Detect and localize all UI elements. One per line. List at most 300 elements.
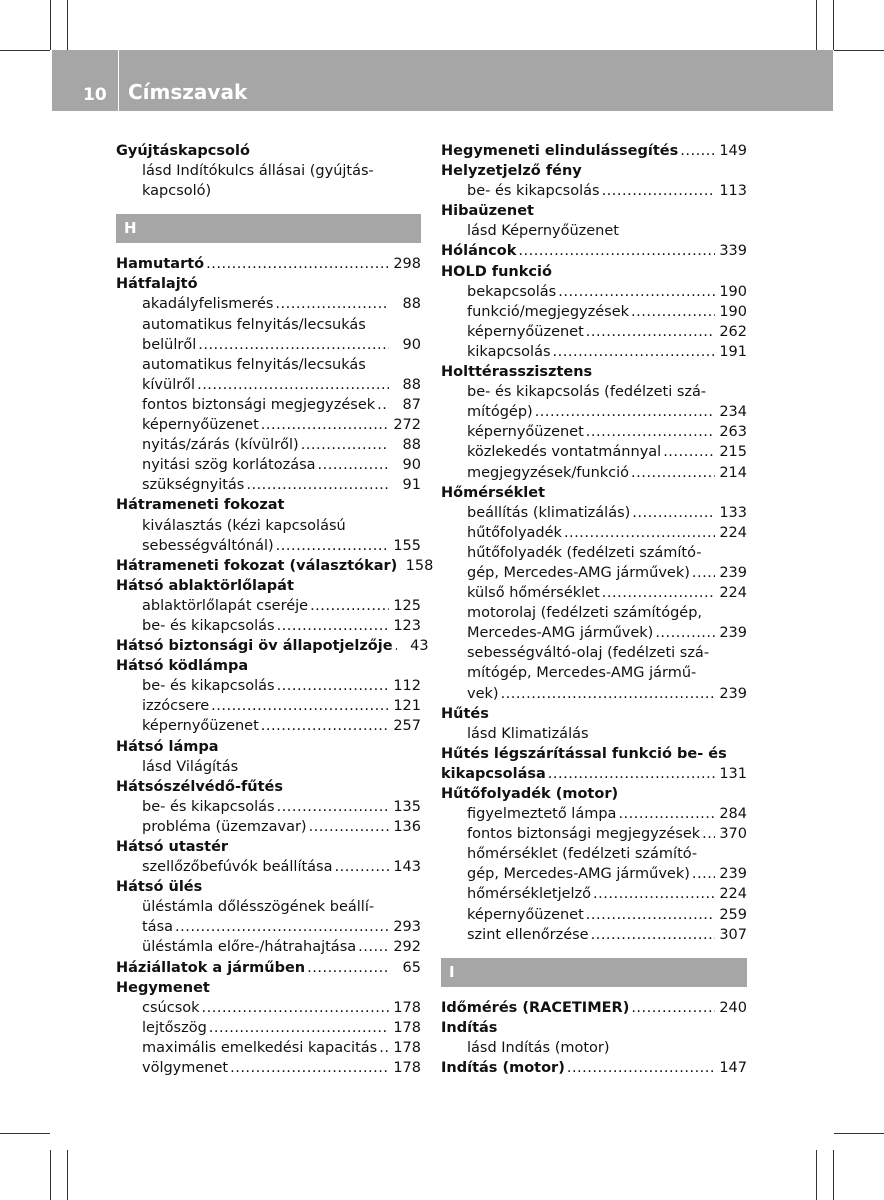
dot-leader [259, 716, 389, 736]
entry-text: lásd Képernyőüzenet [467, 223, 619, 240]
entry-page-number: 234 [719, 404, 747, 421]
entry-text: Hátsó lámpa [116, 738, 219, 755]
entry-text: Hátfalajtó [116, 276, 198, 293]
crop-mark [816, 0, 817, 50]
index-subentry [116, 335, 421, 355]
index-entry [441, 141, 747, 161]
entry-text: képernyőüzenet [467, 424, 584, 441]
dot-leader [305, 958, 389, 978]
entry-text: tása [142, 919, 174, 936]
index-subentry [441, 382, 747, 402]
dot-leader [616, 804, 715, 824]
crop-mark [833, 0, 834, 50]
dot-leader [690, 864, 715, 884]
entry-page-number: 190 [719, 303, 747, 320]
entry-page-number: 284 [719, 806, 747, 823]
dot-leader [316, 455, 389, 475]
index-subentry [116, 998, 421, 1018]
entry-text: gép, Mercedes-AMG járművek) [467, 866, 690, 883]
dot-leader [653, 623, 715, 643]
index-entry [441, 262, 747, 282]
entry-text: mítógép, Mercedes-AMG jármű- [467, 665, 697, 682]
index-entry [116, 636, 429, 656]
entry-text: üléstámla dőlésszögének beállí- [142, 899, 375, 916]
index-subentry [441, 221, 747, 241]
index-entry [116, 837, 421, 857]
entry-page-number: 298 [393, 256, 421, 273]
index-subentry [116, 676, 421, 696]
index-entry [116, 274, 421, 294]
entry-text: Háziállatok a járműben [116, 959, 306, 976]
index-subentry [441, 181, 747, 201]
header-divider [118, 50, 119, 111]
entry-text: Hűtés légszárítással funkció be- és [441, 745, 727, 762]
entry-text: Hűtés [441, 705, 489, 722]
entry-text: Indítás [441, 1019, 498, 1036]
entry-text: be- és kikapcsolás [142, 798, 275, 815]
entry-page-number: 90 [402, 336, 421, 353]
index-entry [441, 998, 747, 1018]
crop-mark [0, 1133, 50, 1134]
index-entry [116, 576, 421, 596]
entry-text: gép, Mercedes-AMG járművek) [467, 564, 690, 581]
crop-mark [50, 1150, 51, 1200]
entry-page-number: 239 [719, 625, 747, 642]
index-subentry [116, 355, 421, 375]
entry-page-number: 224 [719, 585, 747, 602]
index-subentry [116, 616, 421, 636]
entry-page-number: 90 [402, 457, 421, 474]
entry-text: maximális emelkedési kapacitás [142, 1039, 378, 1056]
index-subentry [116, 1018, 421, 1038]
index-subentry [116, 1058, 421, 1078]
index-entry [441, 362, 747, 382]
entry-text: beállítás (klimatizálás) [467, 504, 631, 521]
entry-page-number: 178 [393, 999, 421, 1016]
index-subentry [441, 804, 747, 824]
index-entry [441, 241, 747, 261]
entry-text: Hátrameneti fokozat [116, 497, 285, 514]
dot-leader [629, 998, 715, 1018]
entry-text: Hátsó biztonsági öv állapotjelzője [116, 638, 393, 655]
entry-page-number: 259 [719, 906, 747, 923]
entry-page-number: 88 [402, 437, 421, 454]
entry-text: Hátsó utastér [116, 839, 229, 855]
entry-text: megjegyzések/funkció [467, 464, 630, 481]
index-entry [116, 777, 421, 797]
entry-text: hűtőfolyadék (fedélzeti számító- [467, 544, 702, 561]
dot-leader [629, 302, 715, 322]
entry-text: Hátsószélvédő-fűtés [116, 778, 283, 795]
dot-leader [275, 797, 389, 817]
entry-text: lásd Indítókulcs állásai (gyújtás- [142, 163, 374, 180]
dot-leader [228, 1058, 389, 1078]
dot-leader [584, 422, 715, 442]
dot-leader [307, 817, 389, 837]
index-subentry [116, 857, 421, 877]
dot-leader [516, 241, 715, 261]
page-header [52, 50, 833, 111]
entry-page-number: 178 [393, 1039, 421, 1056]
index-subentry [441, 322, 747, 342]
entry-page-number: 158 [405, 557, 434, 574]
dot-leader [551, 342, 715, 362]
entry-text: külső hőmérséklet [467, 585, 600, 602]
entry-text: csúcsok [142, 999, 200, 1016]
dot-leader [274, 536, 389, 556]
entry-text: fontos biztonsági megjegyzések [467, 826, 701, 843]
index-subentry [441, 603, 747, 623]
index-subentry [116, 475, 421, 495]
crop-mark [833, 1150, 834, 1200]
entry-page-number: 147 [719, 1060, 747, 1077]
entry-text: Hátsó ülés [116, 879, 203, 896]
entry-text: sebességváltónál) [142, 537, 274, 554]
dot-leader [600, 583, 715, 603]
page-title: Címszavak [128, 80, 248, 104]
dot-leader [499, 684, 715, 704]
entry-text: nyitási szög korlátozása [142, 457, 316, 474]
index-subentry [441, 583, 747, 603]
dot-leader [377, 1038, 389, 1058]
entry-page-number: 88 [402, 296, 421, 313]
index-subentry [116, 917, 421, 937]
index-subentry [441, 442, 747, 462]
entry-text: Hegymenet [116, 979, 210, 996]
crop-mark [816, 1150, 817, 1200]
entry-text: lásd Klimatizálás [467, 725, 589, 742]
index-subentry [116, 937, 421, 957]
dot-leader [562, 523, 715, 543]
entry-text: képernyőüzenet [467, 906, 584, 923]
entry-page-number: 191 [719, 343, 747, 360]
entry-page-number: 263 [719, 424, 747, 441]
entry-text: bekapcsolás [467, 283, 557, 300]
index-subentry [116, 897, 421, 917]
entry-text: fontos biztonsági megjegyzések [142, 396, 376, 413]
entry-text: közlekedés vontatmánnyal [467, 444, 662, 461]
index-subentry [441, 623, 747, 643]
entry-text: lásd Indítás (motor) [467, 1039, 610, 1056]
index-subentry [116, 435, 421, 455]
dot-leader [565, 1058, 715, 1078]
entry-page-number: 43 [410, 638, 429, 655]
index-subentry [116, 455, 421, 475]
dot-leader [209, 696, 389, 716]
entry-page-number: 190 [719, 283, 747, 300]
dot-leader [661, 442, 715, 462]
entry-text: funkció/megjegyzések [467, 303, 630, 320]
entry-text: Hátsó ablaktörlőlapát [116, 577, 294, 594]
entry-text: probléma (üzemzavar) [142, 818, 307, 835]
entry-text: automatikus felnyitás/lecsukás [142, 356, 366, 373]
index-subentry [441, 422, 747, 442]
index-subentry [441, 844, 747, 864]
index-subentry [441, 503, 747, 523]
index-subentry [441, 523, 747, 543]
entry-text: belülről [142, 336, 197, 353]
entry-text: képernyőüzenet [142, 417, 259, 434]
entry-text: hőmérséklet (fedélzeti számító- [467, 846, 698, 863]
index-entry [441, 1058, 747, 1078]
entry-text: hűtőfolyadék [467, 524, 562, 541]
index-subentry [441, 643, 747, 663]
entry-text: ablaktörlőlapát cseréje [142, 597, 309, 614]
index-entry [441, 704, 747, 724]
index-subentry [441, 402, 747, 422]
entry-text: képernyőüzenet [467, 323, 584, 340]
index-subentry [116, 294, 421, 314]
dot-leader [204, 254, 389, 274]
dot-leader [275, 616, 389, 636]
entry-page-number: 370 [719, 826, 747, 843]
entry-page-number: 239 [719, 685, 747, 702]
entry-text: Hűtőfolyadék (motor) [441, 786, 619, 802]
index-subentry [441, 884, 747, 904]
entry-text: kikapcsolása [441, 765, 546, 782]
entry-text: Holttérasszisztens [441, 364, 593, 381]
entry-text: automatikus felnyitás/lecsukás [142, 316, 366, 333]
entry-text: kívülről [142, 376, 196, 393]
dot-leader [259, 415, 389, 435]
dot-leader [584, 322, 715, 342]
index-entry [116, 141, 421, 161]
crop-mark [50, 0, 51, 50]
entry-text: kikapcsolás [467, 343, 551, 360]
dot-leader [591, 884, 715, 904]
dot-leader [700, 824, 715, 844]
index-subentry [116, 716, 421, 736]
crop-mark [67, 1150, 68, 1200]
index-subentry [116, 536, 421, 556]
entry-text: szellőzőbefúvók beállítása [142, 859, 333, 876]
crop-mark [0, 50, 50, 51]
entry-text: üléstámla előre-/hátrahajtása [142, 939, 357, 956]
section-letter-header: I [441, 958, 747, 987]
entry-text: hőmérsékletjelző [467, 886, 592, 903]
entry-text: szint ellenőrzése [467, 926, 589, 943]
index-subentry [116, 415, 421, 435]
entry-text: Időmérés (RACETIMER) [441, 999, 630, 1016]
entry-text: be- és kikapcsolás [142, 617, 275, 634]
section-letter-header: H [116, 214, 421, 243]
entry-page-number: 125 [393, 597, 421, 614]
dot-leader [207, 1018, 389, 1038]
entry-page-number: 65 [402, 959, 421, 976]
entry-page-number: 215 [719, 444, 747, 461]
entry-page-number: 133 [719, 504, 747, 521]
index-entry [441, 744, 747, 764]
entry-text: Hátsó ködlámpa [116, 658, 249, 675]
entry-page-number: 87 [402, 396, 421, 413]
entry-text: motorolaj (fedélzeti számítógép, [467, 605, 703, 622]
index-subentry [441, 684, 747, 704]
index-subentry [116, 375, 421, 395]
index-entry [441, 1018, 747, 1038]
index-subentry [441, 824, 747, 844]
dot-leader [332, 857, 389, 877]
entry-page-number: 239 [719, 866, 747, 883]
index-subentry [116, 395, 421, 415]
index-column-left [116, 141, 434, 1078]
dot-leader [629, 463, 715, 483]
entry-text: lásd Világítás [142, 758, 239, 775]
entry-page-number: 113 [719, 183, 747, 200]
dot-leader [200, 998, 389, 1018]
entry-page-number: 91 [402, 477, 421, 494]
entry-text: figyelmeztető lámpa [467, 806, 617, 823]
entry-page-number: 224 [719, 524, 747, 541]
entry-text: sebességváltó-olaj (fedélzeti szá- [467, 645, 710, 662]
entry-page-number: 136 [393, 818, 421, 835]
dot-leader [589, 925, 715, 945]
entry-text: lejtőszög [142, 1019, 207, 1036]
index-entry [116, 958, 421, 978]
index-subentry [441, 463, 747, 483]
dot-leader [690, 563, 715, 583]
index-subentry [441, 864, 747, 884]
index-subentry [116, 757, 421, 777]
entry-page-number: 293 [393, 919, 421, 936]
entry-page-number: 307 [719, 926, 747, 943]
entry-page-number: 272 [393, 417, 421, 434]
entry-page-number: 88 [402, 376, 421, 393]
entry-page-number: 240 [719, 999, 747, 1016]
index-subentry [116, 1038, 421, 1058]
entry-page-number: 143 [393, 859, 421, 876]
entry-text: HOLD funkció [441, 263, 552, 280]
index-subentry [441, 925, 747, 945]
dot-leader [630, 503, 715, 523]
index-entry [116, 877, 421, 897]
index-entry [441, 483, 747, 503]
index-column-right [441, 141, 747, 1078]
index-subentry [441, 282, 747, 302]
index-entry [116, 656, 421, 676]
entry-text: Mercedes-AMG járművek) [467, 625, 654, 642]
entry-page-number: 339 [719, 243, 747, 260]
entry-text: Hibaüzenet [441, 203, 534, 220]
entry-page-number: 214 [719, 464, 747, 481]
dot-leader [556, 282, 715, 302]
entry-page-number: 112 [393, 678, 421, 695]
dot-leader [173, 917, 389, 937]
dot-leader [308, 596, 389, 616]
entry-text: be- és kikapcsolás (fedélzeti szá- [467, 384, 707, 401]
index-subentry [441, 302, 747, 322]
dot-leader [533, 402, 715, 422]
index-subentry [441, 342, 747, 362]
entry-page-number: 149 [719, 143, 747, 159]
entry-page-number: 178 [393, 1019, 421, 1036]
index-subentry [116, 596, 421, 616]
index-entry [116, 556, 434, 576]
entry-page-number: 131 [719, 765, 747, 782]
entry-text: Indítás (motor) [441, 1060, 565, 1077]
dot-leader [356, 937, 389, 957]
entry-page-number: 262 [719, 323, 747, 340]
index-subentry [116, 797, 421, 817]
entry-page-number: 239 [719, 564, 747, 581]
crop-mark [834, 50, 884, 51]
dot-leader [375, 395, 389, 415]
index-entry [116, 737, 421, 757]
dot-leader [678, 141, 715, 161]
crop-mark [834, 1133, 884, 1134]
entry-text: völgymenet [142, 1060, 229, 1077]
index-entry [441, 161, 747, 181]
index-subentry [441, 663, 747, 683]
entry-text: vek) [467, 685, 499, 702]
entry-text: Hátrameneti fokozat (választókar) [116, 557, 398, 574]
page-number: 10 [83, 85, 107, 105]
entry-page-number: 121 [393, 698, 421, 715]
entry-text: képernyőüzenet [142, 718, 259, 735]
entry-page-number: 155 [393, 537, 421, 554]
entry-text: Hamutartó [116, 256, 205, 273]
index-subentry [441, 724, 747, 744]
entry-text: Hegymeneti elindulássegítés [441, 143, 679, 159]
entry-text: szükségnyitás [142, 477, 245, 494]
index-subentry [441, 1038, 747, 1058]
dot-leader [244, 475, 389, 495]
index-subentry [441, 905, 747, 925]
entry-page-number: 123 [393, 617, 421, 634]
dot-leader [196, 335, 389, 355]
entry-text: Helyzetjelző fény [441, 163, 582, 180]
entry-text: nyitás/zárás (kívülről) [142, 437, 299, 454]
entry-page-number: 292 [393, 939, 421, 956]
dot-leader [584, 905, 715, 925]
crop-mark [67, 0, 68, 50]
entry-text: akadályfelismerés [142, 296, 274, 313]
entry-text: Hóláncok [441, 243, 517, 260]
entry-page-number: 257 [393, 718, 421, 735]
index-entry [441, 764, 747, 784]
index-subentry [441, 543, 747, 563]
index-entry [441, 784, 747, 804]
dot-leader [195, 375, 389, 395]
entry-text: izzócsere [142, 698, 210, 715]
index-subentry [116, 817, 421, 837]
entry-text: Hőmérséklet [441, 484, 546, 501]
dot-leader [600, 181, 715, 201]
dot-leader [273, 294, 389, 314]
dot-leader [299, 435, 389, 455]
index-entry [116, 978, 421, 998]
index-entry [116, 495, 421, 515]
entry-page-number: 178 [393, 1060, 421, 1077]
dot-leader [546, 764, 715, 784]
index-subentry [116, 696, 421, 716]
dot-leader [275, 676, 389, 696]
entry-page-number: 224 [719, 886, 747, 903]
entry-text: kiválasztás (kézi kapcsolású [142, 517, 346, 534]
index-subentry [116, 181, 421, 201]
dot-leader [393, 636, 397, 656]
index-subentry [116, 315, 421, 335]
entry-text: mítógép) [467, 404, 533, 421]
index-subentry [116, 161, 421, 181]
entry-page-number: 135 [393, 798, 421, 815]
dot-leader [397, 556, 401, 576]
index-entry [441, 201, 747, 221]
entry-text: be- és kikapcsolás [142, 678, 275, 695]
index-subentry [441, 563, 747, 583]
entry-text: Gyújtáskapcsoló [116, 143, 250, 159]
entry-text: kapcsoló) [142, 183, 212, 200]
index-subentry [116, 516, 421, 536]
